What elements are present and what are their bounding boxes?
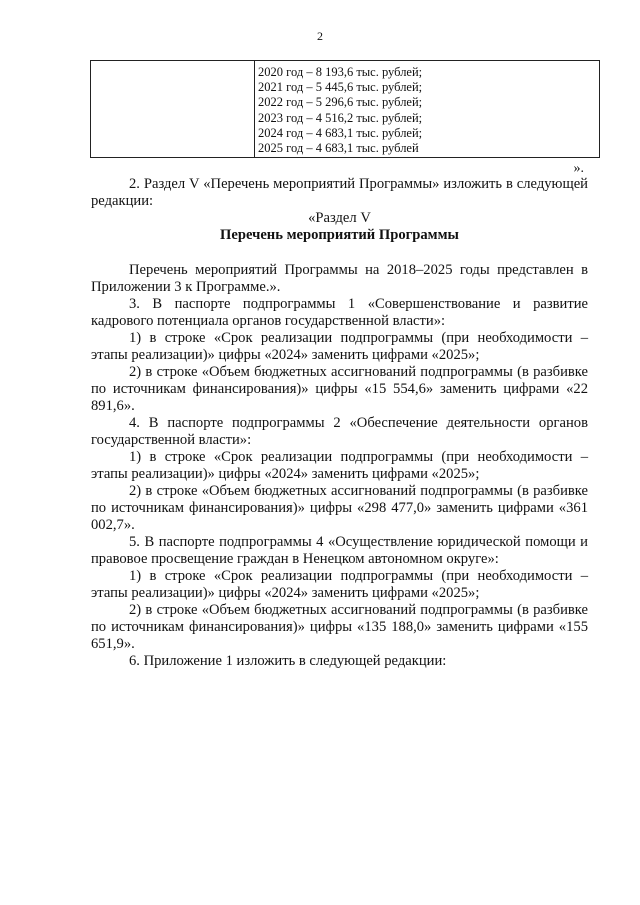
table-cell-empty xyxy=(91,61,255,158)
section-title: Перечень мероприятий Программы xyxy=(220,227,459,243)
continuation-table xyxy=(90,60,600,158)
paragraph-item-5: 5. В паспорте подпрограммы 4 «Осуществление юридической помощи и правовое просвещение граждан в Ненецком автономном округе»: xyxy=(91,534,588,567)
document-body xyxy=(91,176,588,670)
paragraph-list-text: Перечень мероприятий Программы на 2018–2025 годы представлен в Приложении 3 к Программе.». xyxy=(91,262,588,295)
page-number: 2 xyxy=(317,29,323,43)
funding-line: 2025 год – 4 683,1 тыс. рублей xyxy=(258,141,419,156)
funding-line: 2021 год – 5 445,6 тыс. рублей; xyxy=(258,80,423,95)
paragraph-item-4-1: 1) в строке «Срок реализации подпрограммы (при необходимости – этапы реализации)» цифры «2024» заменить цифрами «2025»; xyxy=(91,449,588,482)
paragraph-item-5-1: 1) в строке «Срок реализации подпрограммы (при необходимости – этапы реализации)» цифры «2024» заменить цифрами «2025»; xyxy=(91,568,588,601)
funding-line: 2024 год – 4 683,1 тыс. рублей; xyxy=(258,125,423,140)
paragraph-item-3-2: 2) в строке «Объем бюджетных ассигнований подпрограммы (в разбивке по источникам финансирования)» цифры «15 554,6» заменить цифрами «22 891,6». xyxy=(91,364,588,414)
table-row xyxy=(91,61,600,158)
paragraph-item-6: 6. Приложение 1 изложить в следующей редакции: xyxy=(129,653,447,669)
funding-line: 2023 год – 4 516,2 тыс. рублей; xyxy=(258,110,423,125)
table-cell-funding xyxy=(255,61,600,158)
closing-quote: ». xyxy=(573,161,584,176)
paragraph-item-4: 4. В паспорте подпрограммы 2 «Обеспечение деятельности органов государственной власти»: xyxy=(91,415,588,448)
section-heading: «Раздел V xyxy=(308,210,371,226)
funding-line: 2020 год – 8 193,6 тыс. рублей; xyxy=(258,65,423,79)
funding-line: 2022 год – 5 296,6 тыс. рублей; xyxy=(258,95,423,110)
paragraph-item-5-2: 2) в строке «Объем бюджетных ассигнований подпрограммы (в разбивке по источникам финансирования)» цифры «135 188,0» заменить цифрами «155 651,9». xyxy=(91,602,588,652)
paragraph-item-2: 2. Раздел V «Перечень мероприятий Программы» изложить в следующей редакции: xyxy=(91,176,588,209)
spacer xyxy=(91,244,588,262)
paragraph-item-3-1: 1) в строке «Срок реализации подпрограммы (при необходимости – этапы реализации)» цифры «2024» заменить цифрами «2025»; xyxy=(91,330,588,363)
paragraph-item-3: 3. В паспорте подпрограммы 1 «Совершенствование и развитие кадрового потенциала органов государственной власти»: xyxy=(91,296,588,329)
paragraph-item-4-2: 2) в строке «Объем бюджетных ассигнований подпрограммы (в разбивке по источникам финансирования)» цифры «298 477,0» заменить цифрами «361 002,7». xyxy=(91,483,588,533)
